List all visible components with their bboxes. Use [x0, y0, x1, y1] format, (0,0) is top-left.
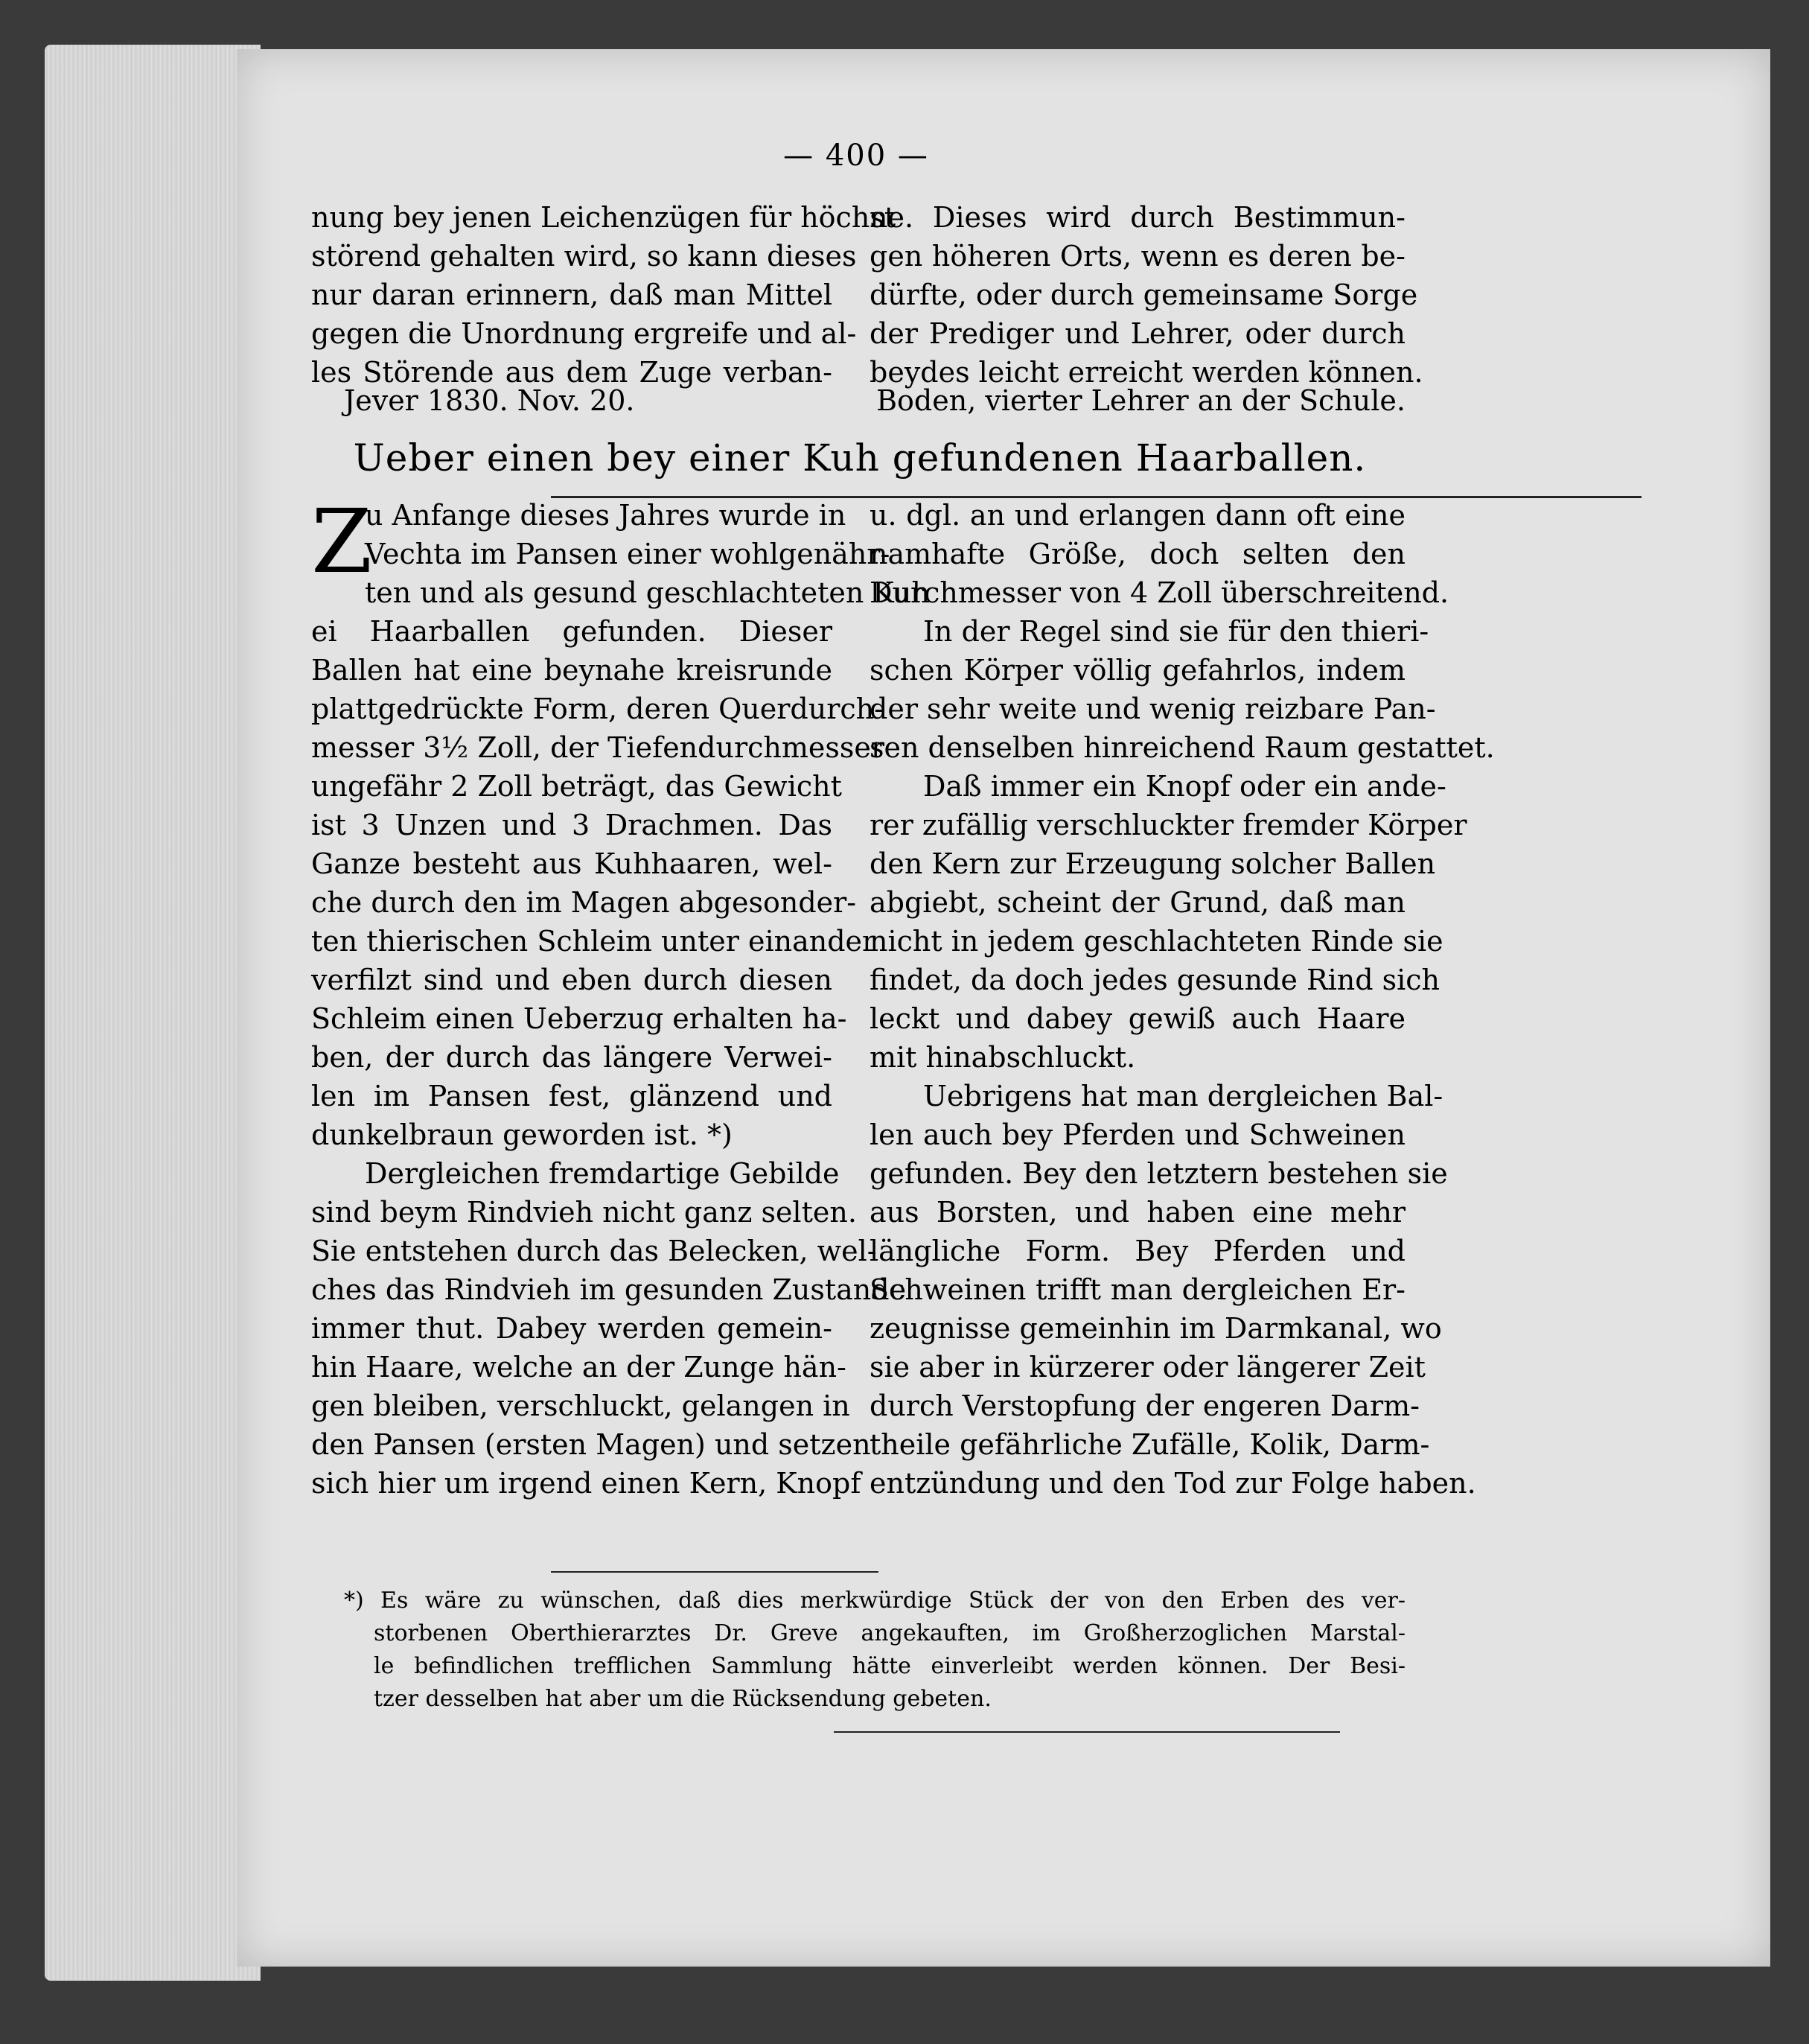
- top-right-column: [870, 198, 1423, 392]
- text-line: Ganze besteht aus Kuhhaaren, wel-: [311, 847, 832, 880]
- text-line: abgiebt, scheint der Grund, daß man: [870, 886, 1406, 919]
- text-line: gen bleiben, verschluckt, gelangen in: [311, 1389, 850, 1422]
- text-line: störend gehalten wird, so kann dieses: [311, 240, 857, 273]
- text-line: findet, da doch jedes gesunde Rind sich: [870, 964, 1440, 996]
- text-line: u Anfange dieses Jahres wurde in: [365, 499, 846, 532]
- page-number: — 400 —: [783, 139, 929, 173]
- text-line: aus Borsten, und haben eine mehr: [870, 1196, 1406, 1229]
- text-line: entzündung und den Tod zur Folge haben.: [870, 1467, 1476, 1500]
- text-line: theile gefährliche Zufälle, Kolik, Darm-: [870, 1428, 1430, 1461]
- footnote-line: storbenen Oberthierarztes Dr. Greve angekauften, im Großherzoglichen Marstal-: [374, 1620, 1406, 1646]
- text-line: dunkelbraun geworden ist. *): [311, 1118, 733, 1151]
- text-line: der Prediger und Lehrer, oder durch: [870, 317, 1406, 350]
- book-page-edges: [45, 45, 261, 1981]
- top-left-column: [311, 198, 896, 392]
- footnote-line: le befindlichen trefflichen Sammlung hätte einverleibt werden können. Der Besi-: [374, 1653, 1406, 1679]
- text-line: durch Verstopfung der engeren Darm-: [870, 1389, 1420, 1422]
- drop-cap: Z: [311, 490, 372, 593]
- text-line: Schweinen trifft man dergleichen Er-: [870, 1273, 1406, 1306]
- body-left-column: [311, 612, 907, 1503]
- text-line: ten thierischen Schleim unter einander: [311, 925, 876, 958]
- text-line: rer zufällig verschluckter fremder Körper: [870, 809, 1467, 841]
- text-line: les Störende aus dem Zuge verban-: [311, 356, 832, 389]
- body-left-intro: [365, 496, 930, 612]
- text-line: che durch den im Magen abgesonder-: [311, 886, 857, 919]
- text-line: schen Körper völlig gefahrlos, indem: [870, 654, 1406, 687]
- text-line: nung bey jenen Leichenzügen für höchst: [311, 201, 896, 234]
- footnote-divider: [551, 1571, 878, 1573]
- text-line: sind beym Rindvieh nicht ganz selten.: [311, 1196, 857, 1229]
- text-line: Ballen hat eine beynahe kreisrunde: [311, 654, 832, 687]
- text-line: sie aber in kürzerer oder längerer Zeit: [870, 1351, 1426, 1384]
- text-line: ei Haarballen gefunden. Dieser: [311, 615, 832, 648]
- text-line: Sie entstehen durch das Belecken, wel-: [311, 1235, 877, 1267]
- text-line: gefunden. Bey den letztern bestehen sie: [870, 1157, 1448, 1190]
- text-line: nicht in jedem geschlachteten Rinde sie: [870, 925, 1443, 958]
- text-line: ne. Dieses wird durch Bestimmun-: [870, 201, 1406, 234]
- text-line: messer 3½ Zoll, der Tiefendurchmesser: [311, 731, 885, 764]
- text-line: den Pansen (ersten Magen) und setzen: [311, 1428, 871, 1461]
- text-line: nur daran erinnern, daß man Mittel: [311, 278, 832, 311]
- text-line: längliche Form. Bey Pferden und: [870, 1235, 1406, 1267]
- text-line: ten und als gesund geschlachteten Kuh: [365, 576, 930, 609]
- text-line: namhafte Größe, doch selten den: [870, 538, 1406, 570]
- bottom-rule: [834, 1731, 1340, 1733]
- text-line: dürfte, oder durch gemeinsame Sorge: [870, 278, 1418, 311]
- text-line: Durchmesser von 4 Zoll überschreitend.: [870, 576, 1449, 609]
- text-line: immer thut. Dabey werden gemein-: [311, 1312, 832, 1345]
- text-line: leckt und dabey gewiß auch Haare: [870, 1002, 1406, 1035]
- text-line: zeugnisse gemeinhin im Darmkanal, wo: [870, 1312, 1442, 1345]
- text-line: mit hinabschluckt.: [870, 1041, 1136, 1074]
- text-line: hin Haare, welche an der Zunge hän-: [311, 1351, 846, 1384]
- text-line: ungefähr 2 Zoll beträgt, das Gewicht: [311, 770, 842, 803]
- footnote-line: tzer desselben hat aber um die Rücksendung gebeten.: [374, 1686, 992, 1712]
- text-line: Daß immer ein Knopf oder ein ande-: [923, 770, 1446, 803]
- text-line: beydes leicht erreicht werden können.: [870, 356, 1423, 389]
- text-line: sen denselben hinreichend Raum gestattet.: [870, 731, 1495, 764]
- article-title: Ueber einen bey einer Kuh gefundenen Haarballen.: [353, 436, 1367, 480]
- text-line: ist 3 Unzen und 3 Drachmen. Das: [311, 809, 832, 841]
- footnote: [344, 1585, 1406, 1716]
- text-line: u. dgl. an und erlangen dann oft eine: [870, 499, 1406, 532]
- text-line: len auch bey Pferden und Schweinen: [870, 1118, 1406, 1151]
- text-line: gen höheren Orts, wenn es deren be-: [870, 240, 1406, 273]
- text-line: verfilzt sind und eben durch diesen: [311, 964, 832, 996]
- text-line: ches das Rindvieh im gesunden Zustande: [311, 1273, 907, 1306]
- text-line: Dergleichen fremdartige Gebilde: [365, 1157, 840, 1190]
- text-line: den Kern zur Erzeugung solcher Ballen: [870, 847, 1436, 880]
- text-line: Schleim einen Ueberzug erhalten ha-: [311, 1002, 847, 1035]
- author-signature: Boden, vierter Lehrer an der Schule.: [876, 384, 1406, 417]
- text-line: len im Pansen fest, glänzend und: [311, 1080, 832, 1112]
- text-line: der sehr weite und wenig reizbare Pan-: [870, 693, 1436, 725]
- text-line: plattgedrückte Form, deren Querdurch-: [311, 693, 884, 725]
- body-right-column: [870, 496, 1495, 1503]
- text-line: sich hier um irgend einen Kern, Knopf: [311, 1467, 861, 1500]
- text-line: Vechta im Pansen einer wohlgenähr-: [365, 538, 890, 570]
- place-date-signature: Jever 1830. Nov. 20.: [344, 384, 635, 417]
- footnote-line: *) Es wäre zu wünschen, daß dies merkwürdige Stück der von den Erben des ver-: [344, 1588, 1406, 1614]
- text-line: In der Regel sind sie für den thieri-: [923, 615, 1429, 648]
- text-line: gegen die Unordnung ergreife und al-: [311, 317, 857, 350]
- text-line: Uebrigens hat man dergleichen Bal-: [923, 1080, 1443, 1112]
- text-line: ben, der durch das längere Verwei-: [311, 1041, 832, 1074]
